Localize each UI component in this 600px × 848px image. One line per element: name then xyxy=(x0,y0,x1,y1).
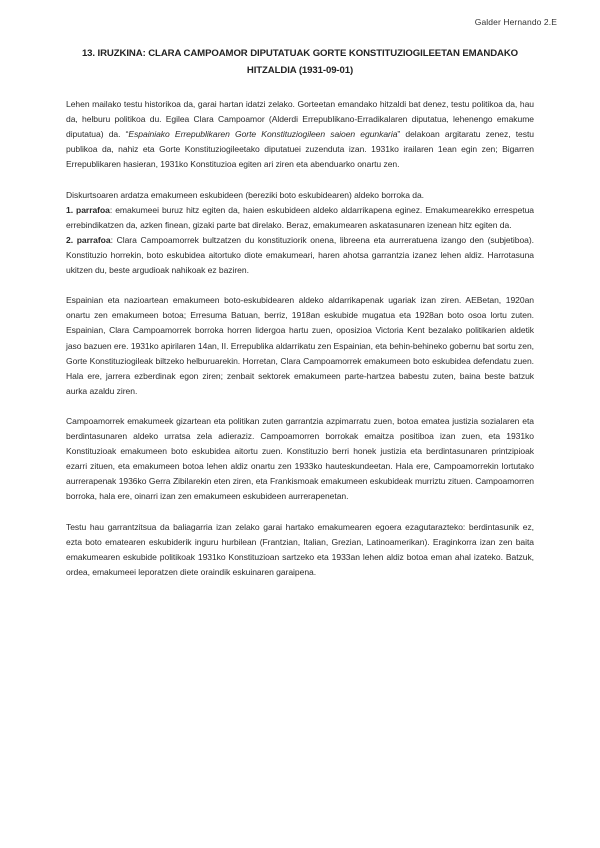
intro-text-end: ” delakoan argitaratu zenez, testu publikoa da, nahiz eta Gorte Konstituziogileetako diputatuei zuzenduta izan. 1931ko irailaren 1ean egin zen; Bigarren Errepublikaren hasieran, 1931ko Konstituzioa egiten ari ziren eta abenduarko onartu zen. xyxy=(66,129,534,170)
paragraph-1-text: : emakumeei buruz hitz egiten da, haien eskubideen aldeko aldarrikapena eginez. Emakumearekiko errespetua errebindikatzen da, azken finean, gizaki parte bat direlako. Beraz, emakumearen askatasunaren izenean hitz egiten da. xyxy=(66,204,534,230)
intro-paragraph xyxy=(66,97,534,172)
author-name: Galder Hernando 2.E xyxy=(474,17,557,27)
argument-intro-paragraph: Diskurtsoaren ardatza emakumeen eskubideen (bereziki boto eskubidearen) aldeko borroka da. xyxy=(66,189,425,200)
conclusion-paragraph: Testu hau garrantzitsua da baliagarria izan zelako garai hartako emakumearen egoera ezagutarazteko: berdintasunik ez, ezta boto ematearen eskubiderik inguru hurbilean (Frantzian, Italian, Grezian, Latinoamerikan). Eraginkorra izan zen baita emakumearen eskubide politikoak 1931ko Konstituzioan sartzeko eta 1933an lehen aldiz botoa eman ahal izateko. Batzuk, ordea, emakumeei leporatzen diete oraindik eskuinaren garaipena. xyxy=(66,521,534,577)
paragraph-2-label: 2. parrafoa xyxy=(66,234,111,245)
argument-paragraph-1 xyxy=(66,203,534,233)
outcome-paragraph: Campoamorrek emakumeek gizartean eta politikan zuten garrantzia azpimarratu zuen, botoa ematea justizia sozialaren eta berdintasunaren aldeko urratsa zela adieraziz. Campoamorren borrokak emaitza positiboa izan zuen, eta 1931ko Konstituzioak emakumeen boto eskubidea aitortu zuen. Konstituzio berri honek justizia eta berdintasunaren printzipioak ezarri zituen, eta emakumeen botoa lehen aldiz onartu zen 1933ko hauteskundeetan. Hala ere, Campoamorrekin lortutako aurrerapenak 1936ko Gerra Zibilarekin eten ziren, eta Frankismoak emakumeen eskubideak murriztu zituen. Campoamorren borroka, hala ere, oinarri izan zen emakumeen eskubideen aurrerapenetan. xyxy=(66,415,534,502)
intro-text-start: Lehen mailako testu historikoa da, garai hartan idatzi zelako. Gorteetan emandako hitzaldi bat denez, testu politikoa da, hau da, helburu politikoa du. Egilea Clara Campoamor (Alderdi Errepublikano-Erradikalaren diputatua, lehenengo emakume diputatua) da. “ xyxy=(66,99,534,140)
page-title: 13. IRUZKINA: CLARA CAMPOAMOR DIPUTATUAK GORTE KONSTITUZIOGILEETAN EMANDAKO HITZALDIA (1931-09-01) xyxy=(81,48,519,76)
context-paragraph: Espainian eta nazioartean emakumeen boto-eskubidearen aldeko aldarrikapenak ugariak izan ziren. AEBetan, 1920an onartu zen emakumeen botoa; Erresuma Batuan, berriz, 1918an eskubide mugatua eta 1928an boto osoa lortu zuten. Espainian, Clara Campoamorrek borroka horren lidergoa hartu zuen, oposizioa Victoria Kent bezalako politikarien aldetik jaso bazuen ere. 1931ko apirilaren 14an, II. Errepublika aldarrikatu zen Espainian, eta behin-behineko gobernu bat sortu zen, Gorte Konstituziogileak biltzeko helburuarekin. Horretan, Clara Campoamorrek emakumeen boto eskubidea defendatu zuen. Hala ere, jarrera ezberdinak egon ziren; zenbait sektorek emakumeen parte-hartzea babestu zuten, baina beste batzuk aurka azaldu ziren. xyxy=(66,295,534,396)
argument-paragraph-2 xyxy=(66,233,534,278)
intro-italic-source: Espainiako Errepublikaren Gorte Konstituziogileen saioen egunkaria xyxy=(128,129,398,140)
document-body xyxy=(66,97,534,595)
paragraph-2-text: : Clara Campoamorrek bultzatzen du konstituziorik onena, libreena eta aurreratuena izango den (subjetiboa). Konstituzio horrekin, boto eskubidea aitortuko diote emakumeari, haren ahotsa garrantzia izanez lehen aldiz. Harrotasuna ukitzen du, beste argudioak nahikoak ez baziren. xyxy=(66,234,534,276)
paragraph-1-label: 1. parrafoa xyxy=(66,204,110,215)
